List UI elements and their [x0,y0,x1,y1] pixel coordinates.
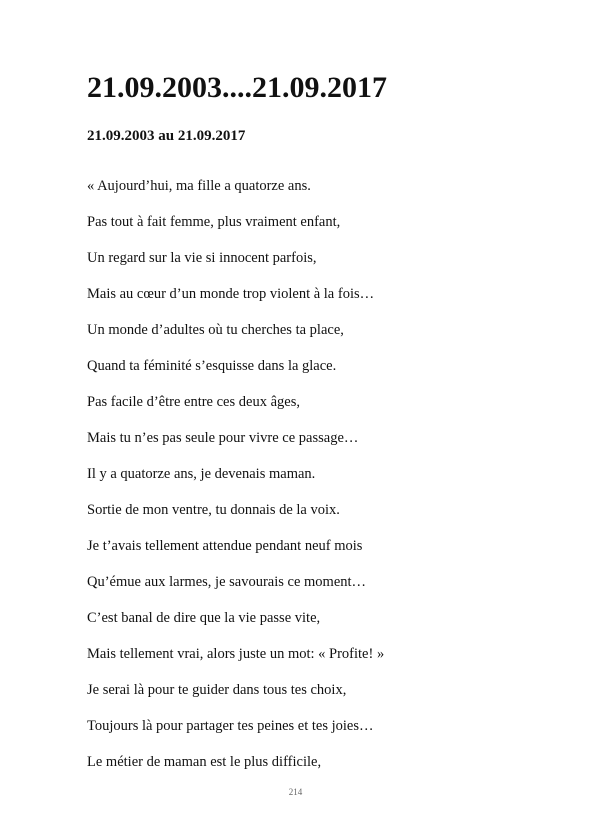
poem-line: Sortie de mon ventre, tu donnais de la voix. [87,502,340,518]
page-number: 214 [288,787,303,797]
page-subtitle: 21.09.2003 au 21.09.2017 [87,128,246,144]
poem-line: Un regard sur la vie si innocent parfois, [87,250,317,266]
page-title: 21.09.2003....21.09.2017 [87,71,387,104]
poem-line: Il y a quatorze ans, je devenais maman. [87,466,316,482]
poem-line: Un monde d’adultes où tu cherches ta place, [87,322,344,338]
poem-line: Quand ta féminité s’esquisse dans la glace. [87,358,337,374]
poem-line: Je serai là pour te guider dans tous tes choix, [87,682,347,698]
poem-line: Toujours là pour partager tes peines et tes joies… [87,718,374,734]
poem-line: Je t’avais tellement attendue pendant neuf mois [87,538,363,554]
poem-line: Mais tellement vrai, alors juste un mot: « Profite! » [87,646,385,662]
poem-line: Qu’émue aux larmes, je savourais ce moment… [87,574,367,590]
poem-line: « Aujourd’hui, ma fille a quatorze ans. [87,178,311,194]
poem-line: Le métier de maman est le plus difficile, [87,754,322,770]
poem-body [87,176,557,788]
poem-line: Pas facile d’être entre ces deux âges, [87,394,300,410]
poem-line: Pas tout à fait femme, plus vraiment enfant, [87,214,341,230]
poem-line: Mais tu n’es pas seule pour vivre ce passage… [87,430,359,446]
poem-line: C’est banal de dire que la vie passe vite, [87,610,321,626]
poem-line: Mais au cœur d’un monde trop violent à la fois… [87,286,375,302]
